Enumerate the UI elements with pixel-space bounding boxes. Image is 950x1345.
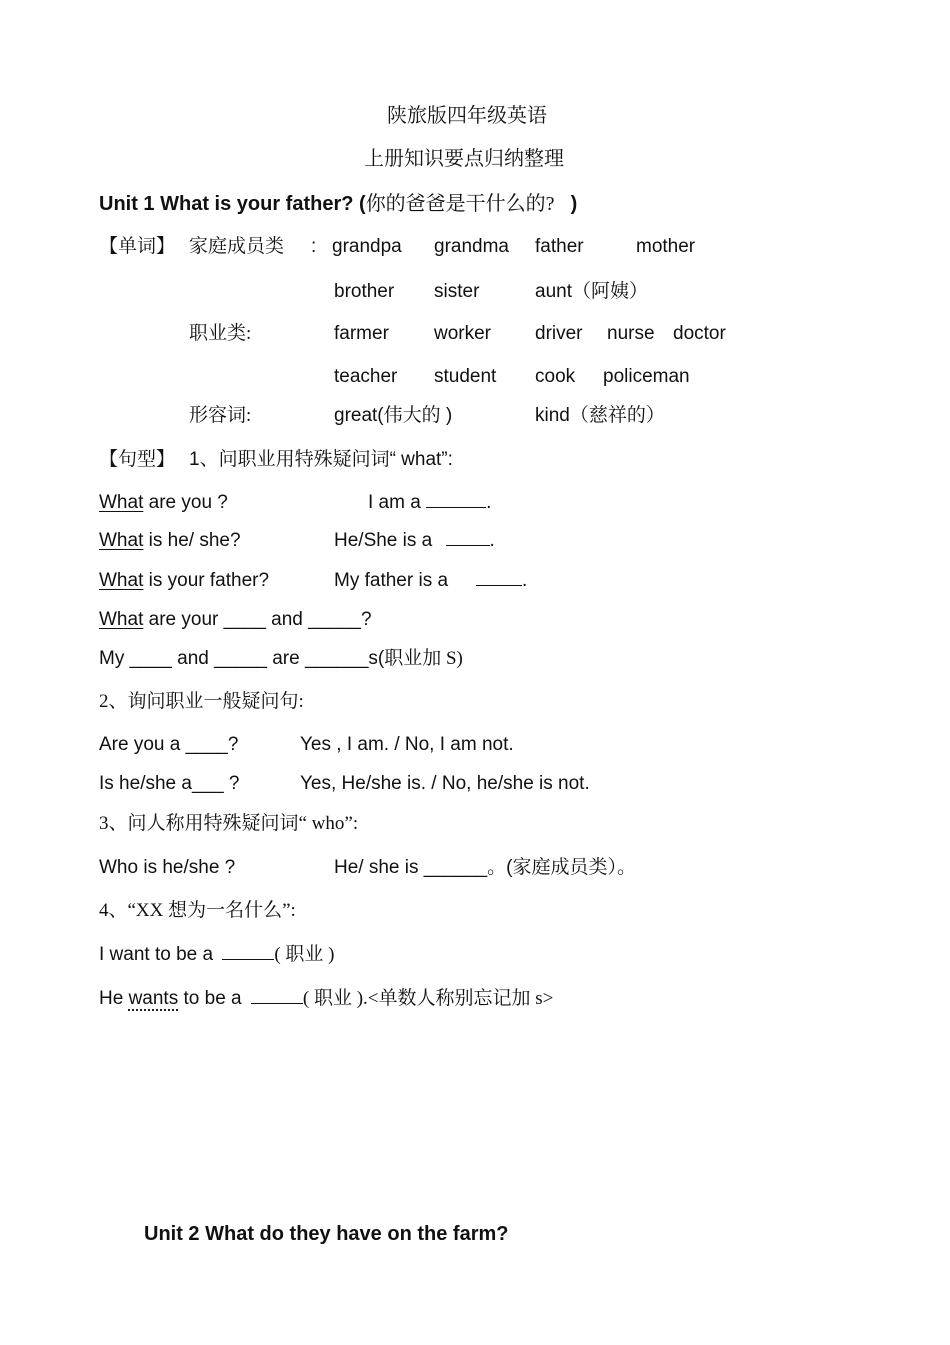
vocab-word: kind（慈祥的）	[535, 405, 665, 426]
blank-line	[222, 943, 274, 960]
what-word: What	[99, 609, 144, 630]
sentence-note: ( 职业 )	[274, 944, 335, 965]
page-title: 陕旅版四年级英语	[387, 105, 547, 127]
blank-line	[426, 491, 486, 508]
vocab-word: student	[434, 366, 497, 387]
question-3	[99, 569, 269, 593]
sentence-note: ( 职业 ).<单数人称别忘记加 s>	[302, 988, 554, 1009]
question-text: _____?	[308, 609, 372, 630]
pattern-tag: 【句型】	[99, 449, 176, 470]
sentence-text: He	[99, 988, 124, 1009]
sentence-9	[99, 987, 553, 1011]
answer-text: My father is a	[334, 570, 449, 591]
pattern-4-title: 4、“XX 想为一名什么”:	[99, 900, 296, 921]
answer-text: My ____ and _____ are ______s(	[99, 648, 385, 669]
vocab-word: cook	[535, 366, 576, 387]
page-subtitle: 上册知识要点归纳整理	[364, 148, 564, 170]
job-label: 职业类:	[189, 323, 252, 344]
unit2-title: Unit 2 What do they have on the farm?	[144, 1223, 509, 1245]
unit1-title	[99, 192, 577, 216]
vocab-word: farmer	[334, 323, 389, 344]
vocab-word: nurse	[607, 323, 655, 344]
pattern-3-title: 3、问人称用特殊疑问词“ who”:	[99, 813, 359, 834]
question-7: Who is he/she ?	[99, 857, 236, 878]
emphasis-word: wants	[128, 988, 179, 1009]
sentence-text: I want to be a	[99, 944, 214, 965]
unit1-title-close: )	[570, 193, 578, 215]
vocab-word: grandpa	[332, 236, 402, 257]
answer-text: He/She is a	[334, 530, 433, 551]
sentence-text: to be a	[183, 988, 242, 1009]
vocab-word: policeman	[603, 366, 690, 387]
vocab-word: brother	[334, 281, 395, 302]
answer-text: I am a	[368, 492, 421, 513]
vocab-word: worker	[434, 323, 492, 344]
question-text: are you ?	[148, 492, 228, 513]
question-2	[99, 529, 241, 553]
vocab-word: grandma	[434, 236, 509, 257]
vocab-word: great(伟大的 )	[334, 405, 453, 426]
family-colon: :	[311, 236, 317, 257]
adj-label: 形容词:	[189, 405, 252, 426]
vocab-word: mother	[636, 236, 696, 257]
vocab-word: teacher	[334, 366, 398, 387]
question-5: Are you a ____?	[99, 734, 239, 755]
question-text: is your father?	[148, 570, 270, 591]
vocab-word: doctor	[673, 323, 726, 344]
vocab-word: driver	[535, 323, 583, 344]
unit1-title-en: Unit 1 What is your father? (	[99, 193, 366, 215]
question-4	[99, 608, 372, 632]
answer-1: I am a .	[368, 492, 492, 513]
answer-2: He/She is a .	[334, 530, 495, 551]
what-word: What	[99, 530, 144, 551]
blank-line	[476, 569, 522, 586]
question-6: Is he/she a___ ?	[99, 773, 240, 794]
sentence-8	[99, 943, 335, 967]
answer-note: 职业加 S)	[384, 648, 463, 669]
blank-line	[446, 529, 490, 546]
vocab-word: father	[535, 236, 584, 257]
vocab-word: sister	[434, 281, 480, 302]
answer-5: Yes , I am. / No, I am not.	[300, 734, 514, 755]
answer-6: Yes, He/she is. / No, he/she is not.	[300, 773, 590, 794]
pattern-2-title: 2、询问职业一般疑问句:	[99, 691, 304, 712]
what-word: What	[99, 570, 144, 591]
question-text: is he/ she?	[148, 530, 241, 551]
family-label: 家庭成员类	[189, 236, 285, 257]
what-word: What	[99, 492, 144, 513]
unit1-title-cn: 你的爸爸是干什么的?	[365, 193, 555, 215]
question-1	[99, 491, 228, 515]
question-text: are your ____ and	[148, 609, 303, 630]
answer-4	[99, 647, 463, 671]
blank-line	[251, 987, 303, 1004]
answer-3: My father is a .	[334, 570, 528, 591]
answer-7: He/ she is ______。(家庭成员类）。	[334, 857, 636, 878]
pattern-1-title: 1、问职业用特殊疑问词“ what”:	[189, 449, 453, 470]
vocab-tag: 【单词】	[99, 236, 176, 257]
vocab-word: aunt（阿姨）	[535, 281, 648, 302]
